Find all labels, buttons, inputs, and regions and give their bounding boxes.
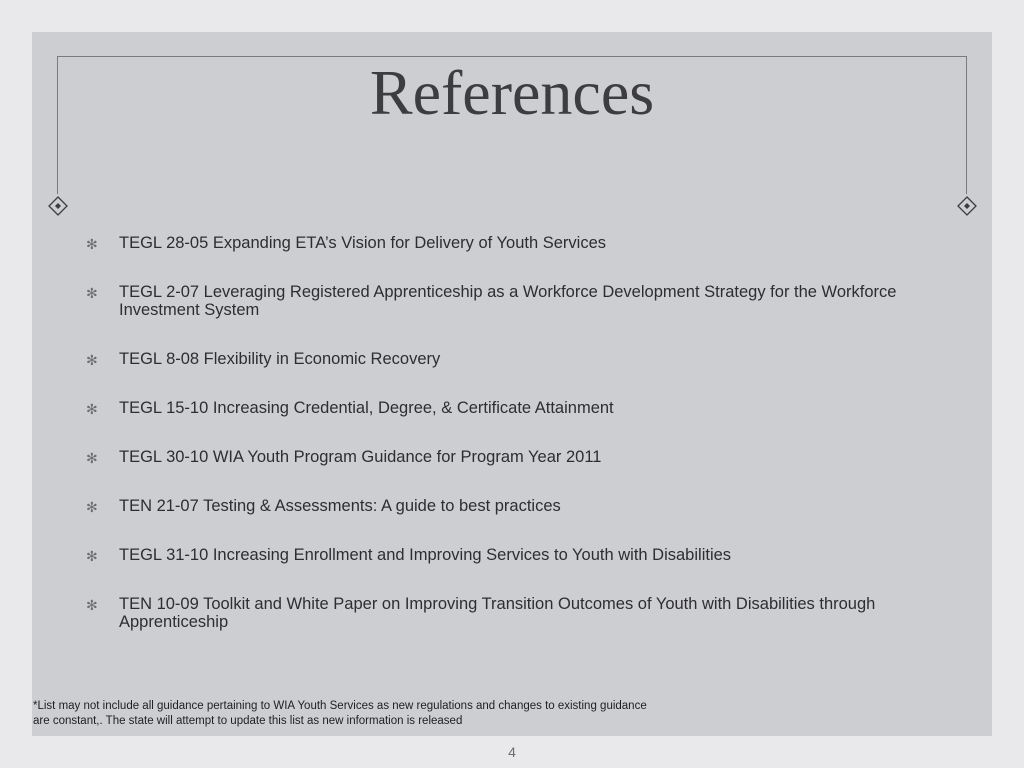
reference-text: TEGL 15-10 Increasing Credential, Degree, & Certificate Attainment bbox=[119, 399, 614, 417]
page-number: 4 bbox=[508, 744, 516, 760]
asterisk-bullet-icon: ✻ bbox=[86, 236, 98, 252]
asterisk-bullet-icon: ✻ bbox=[86, 597, 98, 613]
reference-text: TEGL 8-08 Flexibility in Economic Recovery bbox=[119, 350, 441, 368]
footnote-line: *List may not include all guidance pertaining to WIA Youth Services as new regulations and changes to existing guidance bbox=[33, 700, 647, 712]
asterisk-bullet-icon: ✻ bbox=[86, 352, 98, 368]
slide-title: References bbox=[369, 57, 655, 128]
reference-list bbox=[86, 234, 906, 631]
diamond-ornament-right-icon bbox=[957, 196, 977, 216]
reference-item bbox=[86, 283, 906, 319]
asterisk-bullet-icon: ✻ bbox=[86, 548, 98, 564]
asterisk-bullet-icon: ✻ bbox=[86, 450, 98, 466]
reference-text: TEGL 28-05 Expanding ETA’s Vision for Delivery of Youth Services bbox=[119, 234, 607, 252]
reference-item bbox=[86, 399, 906, 417]
asterisk-bullet-icon: ✻ bbox=[86, 401, 98, 417]
reference-item bbox=[86, 497, 906, 515]
reference-item bbox=[86, 234, 906, 252]
asterisk-bullet-icon: ✻ bbox=[86, 499, 98, 515]
reference-text: TEN 10-09 Toolkit and White Paper on Improving Transition Outcomes of Youth with Disabilities through Apprenticeship bbox=[119, 595, 876, 631]
reference-item bbox=[86, 350, 906, 368]
footnote bbox=[33, 699, 693, 729]
asterisk-bullet-icon: ✻ bbox=[86, 285, 98, 301]
reference-text: TEGL 2-07 Leveraging Registered Apprenticeship as a Workforce Development Strategy for the Workforce Investment System bbox=[119, 283, 897, 319]
reference-item bbox=[86, 546, 906, 564]
reference-text: TEN 21-07 Testing & Assessments: A guide to best practices bbox=[119, 497, 561, 515]
reference-text: TEGL 30-10 WIA Youth Program Guidance for Program Year 2011 bbox=[119, 448, 602, 466]
diamond-ornament-left-icon bbox=[48, 196, 68, 216]
reference-text: TEGL 31-10 Increasing Enrollment and Improving Services to Youth with Disabilities bbox=[119, 546, 732, 564]
reference-item bbox=[86, 448, 906, 466]
reference-item bbox=[86, 595, 906, 631]
footnote-line: are constant,. The state will attempt to update this list as new information is released bbox=[33, 715, 463, 727]
